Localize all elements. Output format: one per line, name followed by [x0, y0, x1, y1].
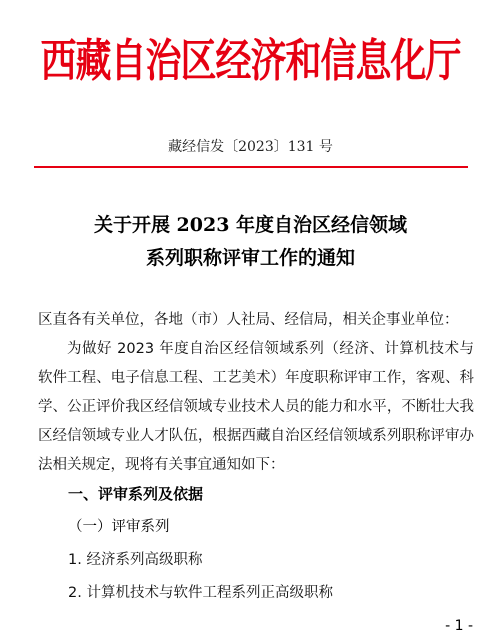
page-number: - 1 -: [445, 618, 473, 634]
issuer-name: 西藏自治区经济和信息化厅: [40, 34, 461, 88]
list-item: 1. 经济系列高级职称: [68, 552, 203, 568]
subsection-heading: （一）评审系列: [68, 519, 170, 535]
title-line-1: 关于开展 2023 年度自治区经信领域: [93, 214, 408, 236]
section-heading: 一、评审系列及依据: [68, 485, 204, 503]
document-number: 藏经信发〔2023〕131 号: [168, 139, 333, 155]
salutation: 区直各有关单位，各地（市）人社局、经信局，相关企事业单位：: [38, 312, 459, 328]
list-item: 2. 计算机技术与软件工程系列正高级职称: [68, 585, 333, 601]
title-line-2: 系列职称评审工作的通知: [145, 247, 355, 269]
red-divider-line: [34, 166, 468, 168]
body-paragraph: 为做好 2023 年度自治区经信领域系列（经济、计算机技术与软件工程、电子信息工程、工艺美术）年度职称评审工作，客观、科学、公正评价我区经信领域专业技术人员的能力和水平，不断壮大我区经信领域专业人才队伍，根据西藏自治区经信领域系列职称评审办法相关规定，现将有关事宜通知如下：: [38, 341, 474, 473]
